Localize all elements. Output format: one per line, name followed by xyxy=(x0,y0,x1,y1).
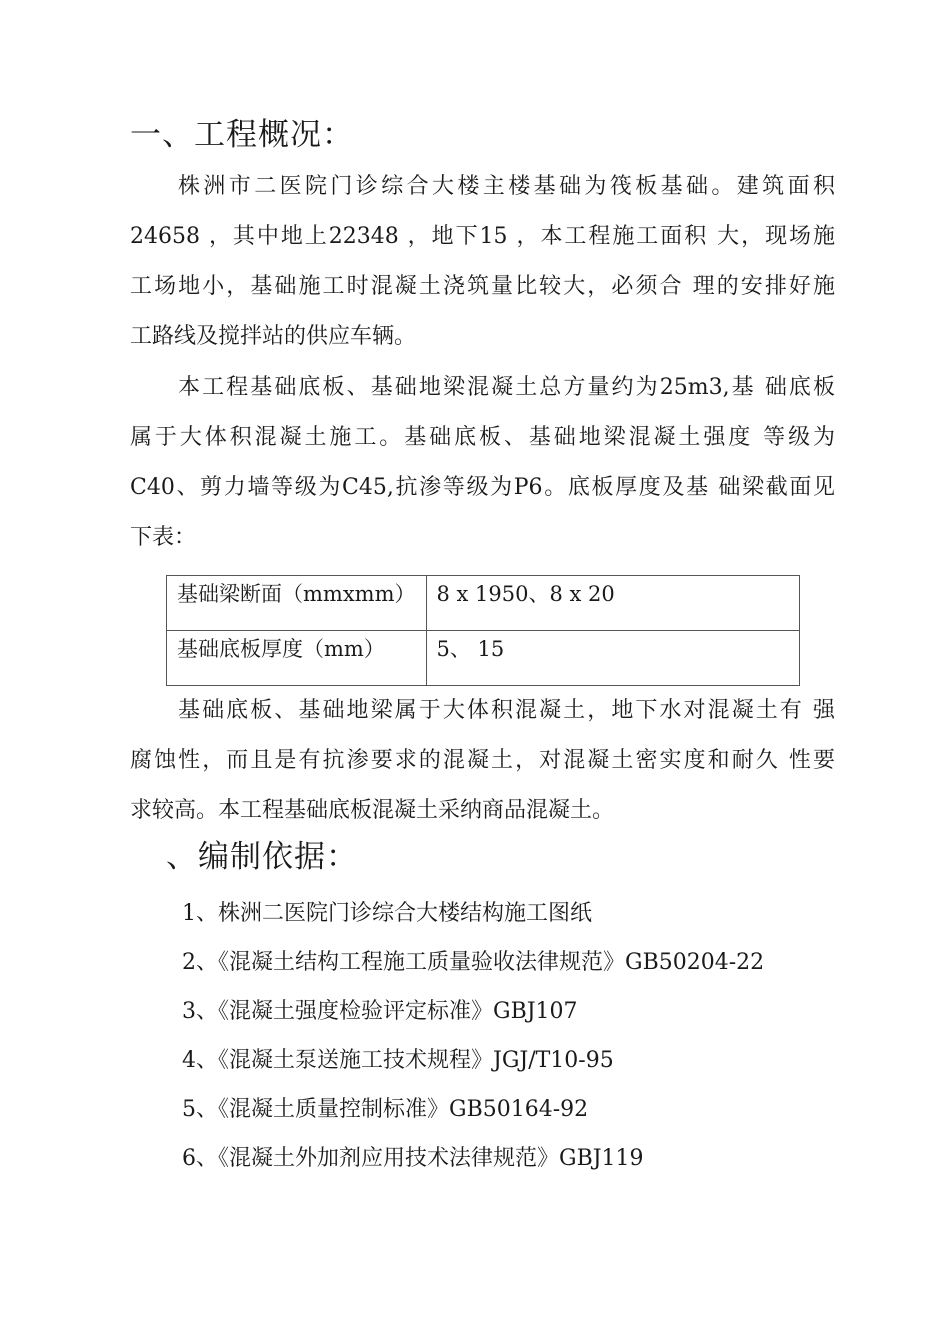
overview-paragraph-2 xyxy=(130,363,835,563)
text-line: 24658 ，其中地上22348 ，地下15 ，本工程施工面积 大，现场施 xyxy=(130,224,835,249)
table-cell-value: 8 x 1950、8 x 20 xyxy=(426,576,800,631)
reference-list xyxy=(182,889,764,1183)
foundation-spec-table xyxy=(166,575,800,686)
text-line: 求较高。本工程基础底板混凝土采纳商品混凝土。 xyxy=(130,798,615,823)
list-item: 1、株洲二医院门诊综合大楼结构施工图纸 xyxy=(182,901,592,926)
section-heading-basis: 、编制依据： xyxy=(166,839,358,875)
text-line: 株洲市二医院门诊综合大楼主楼基础为筏板基础。建筑面积 xyxy=(178,174,835,199)
overview-paragraph-3 xyxy=(130,686,835,836)
list-item: 2、《混凝土结构工程施工质量验收法律规范》GB50204-22 xyxy=(182,950,765,975)
list-item: 5、《混凝土质量控制标准》GB50164-92 xyxy=(182,1097,589,1122)
table-cell-value: 5、 15 xyxy=(426,631,800,686)
section-heading-overview: 一、工程概况： xyxy=(130,117,354,153)
text-line: 工场地小，基础施工时混凝土浇筑量比较大，必须合 理的安排好施 xyxy=(130,274,835,299)
list-item: 4、《混凝土泵送施工技术规程》JGJ/T10-95 xyxy=(182,1048,614,1073)
text-line: 基础底板、基础地梁属于大体积混凝土，地下水对混凝土有 强 xyxy=(178,698,835,723)
list-item: 3、《混凝土强度检验评定标准》GBJ107 xyxy=(182,999,578,1024)
list-item: 6、《混凝土外加剂应用技术法律规范》GBJ119 xyxy=(182,1146,644,1171)
text-line: C40、剪力墙等级为C45,抗渗等级为P6。底板厚度及基 础梁截面见 xyxy=(130,475,835,500)
table-row xyxy=(167,576,800,631)
text-line: 本工程基础底板、基础地梁混凝土总方量约为25m3,基 础底板 xyxy=(178,375,835,400)
table-cell-label: 基础梁断面（mmxmm） xyxy=(167,576,427,631)
text-line: 属于大体积混凝土施工。基础底板、基础地梁混凝土强度 等级为 xyxy=(130,425,835,450)
table-row xyxy=(167,631,800,686)
text-line: 下表： xyxy=(130,525,197,550)
text-line: 腐蚀性，而且是有抗渗要求的混凝土，对混凝土密实度和耐久 性要 xyxy=(130,748,835,773)
overview-paragraph-1 xyxy=(130,162,835,362)
table-cell-label: 基础底板厚度（mm） xyxy=(167,631,427,686)
text-line: 工路线及搅拌站的供应车辆。 xyxy=(130,324,417,349)
